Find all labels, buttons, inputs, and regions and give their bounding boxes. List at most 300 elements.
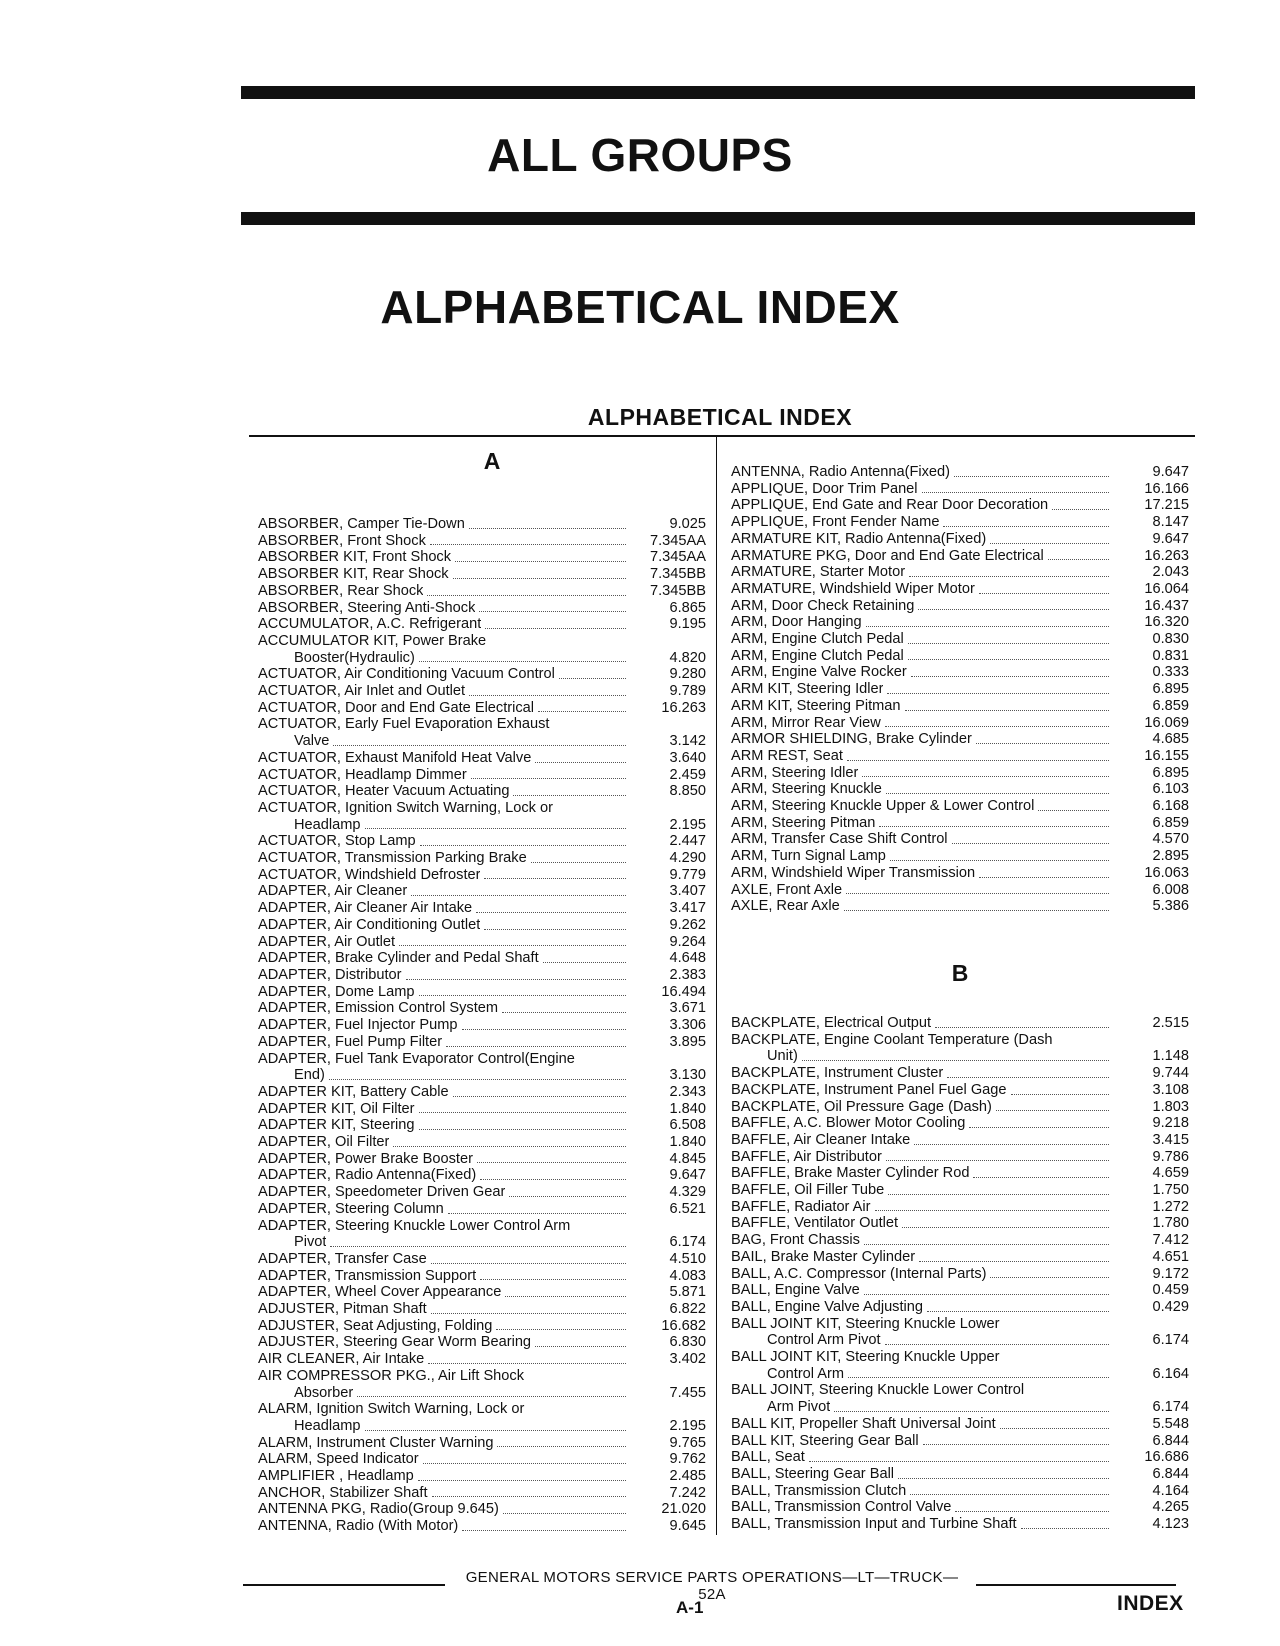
dot-leader <box>330 1246 626 1247</box>
entry-label: ABSORBER, Steering Anti-Shock <box>258 599 476 616</box>
entry-label: ADAPTER, Oil Filter <box>258 1134 390 1151</box>
entry-group-number: 16.437 <box>1144 597 1189 614</box>
entry-group-number: 16.682 <box>661 1317 706 1334</box>
entry-group-number: 9.025 <box>669 516 706 532</box>
entry-group-number: 4.083 <box>669 1267 706 1284</box>
entry-group-number: 3.142 <box>669 733 706 750</box>
entry-group-number: 6.844 <box>1152 1465 1189 1482</box>
index-entry <box>731 1416 1189 1433</box>
entry-label: ACTUATOR, Door and End Gate Electrical <box>258 699 535 716</box>
entry-label: BAFFLE, A.C. Blower Motor Cooling <box>731 1115 966 1132</box>
entry-label: ACCUMULATOR, A.C. Refrigerant <box>258 616 482 633</box>
index-entry <box>258 1401 706 1434</box>
entry-label: BAFFLE, Brake Master Cylinder Rod <box>731 1165 970 1182</box>
entry-label: BALL JOINT KIT, Steering Knuckle Upper <box>731 1349 1000 1366</box>
entry-group-number: 6.822 <box>669 1301 706 1318</box>
entry-label: ACTUATOR, Ignition Switch Warning, Lock or <box>258 799 553 816</box>
entry-label: ADAPTER KIT, Battery Cable <box>258 1083 449 1100</box>
dot-leader <box>890 860 1109 861</box>
entry-label: BALL, Transmission Clutch <box>731 1482 907 1499</box>
entry-group-number: 3.417 <box>669 900 706 917</box>
dot-leader <box>927 1311 1109 1312</box>
entry-group-number: 2.383 <box>669 966 706 983</box>
entry-group-number: 4.659 <box>1152 1165 1189 1182</box>
index-entry <box>258 1151 706 1168</box>
dot-leader <box>485 628 626 629</box>
entry-group-number: 1.780 <box>1152 1215 1189 1232</box>
entry-group-number: 2.447 <box>669 833 706 850</box>
index-entry <box>731 748 1189 765</box>
dot-leader <box>513 795 626 796</box>
index-entry <box>258 917 706 934</box>
index-entry <box>731 1065 1189 1082</box>
entry-label: ARM, Steering Pitman <box>731 814 876 831</box>
group-title: ALL GROUPS <box>487 129 793 181</box>
dot-leader <box>448 1213 626 1214</box>
entry-group-number: 9.779 <box>669 866 706 883</box>
entry-group-number: 0.831 <box>1152 647 1189 664</box>
index-entry <box>258 783 706 800</box>
index-entry <box>258 616 706 633</box>
dot-leader <box>990 543 1109 544</box>
dot-leader <box>844 910 1109 911</box>
index-entry <box>731 898 1189 915</box>
dot-leader <box>947 1077 1109 1078</box>
index-entry <box>258 950 706 967</box>
index-entry <box>731 497 1189 514</box>
index-entry <box>258 900 706 917</box>
entry-label: ABSORBER KIT, Rear Shock <box>258 566 449 583</box>
dot-leader <box>848 1377 1109 1378</box>
entry-label: ADAPTER, Fuel Pump Filter <box>258 1033 443 1050</box>
entry-label: ARM, Windshield Wiper Transmission <box>731 864 976 881</box>
dot-leader <box>476 912 626 913</box>
dot-leader <box>365 828 626 829</box>
dot-leader <box>908 659 1109 660</box>
entry-group-number: 1.803 <box>1152 1098 1189 1115</box>
index-entry <box>731 1199 1189 1216</box>
entry-group-number: 2.895 <box>1152 848 1189 865</box>
section-title: ALPHABETICAL INDEX <box>587 404 853 430</box>
index-entry <box>731 1082 1189 1099</box>
entry-label: ACTUATOR, Transmission Parking Brake <box>258 850 527 867</box>
entry-label: BAFFLE, Oil Filler Tube <box>731 1182 885 1199</box>
dot-leader <box>431 1263 626 1264</box>
entry-label-continued: Arm Pivot <box>767 1399 831 1416</box>
entry-label: BACKPLATE, Oil Pressure Gage (Dash) <box>731 1098 992 1115</box>
dot-leader <box>888 1194 1109 1195</box>
entry-label: ARM, Door Check Retaining <box>731 597 915 614</box>
index-entry <box>731 1466 1189 1483</box>
entry-group-number: 4.845 <box>669 1150 706 1167</box>
entry-group-number: 6.008 <box>1152 881 1189 898</box>
entry-label: ADJUSTER, Seat Adjusting, Folding <box>258 1317 493 1334</box>
dot-leader <box>453 1096 626 1097</box>
entry-group-number: 3.895 <box>669 1033 706 1050</box>
dot-leader <box>1052 509 1109 510</box>
entry-label: BALL JOINT KIT, Steering Knuckle Lower <box>731 1315 1000 1332</box>
entry-label: BAG, Front Chassis <box>731 1232 860 1249</box>
letter-heading-b: B <box>951 960 969 986</box>
dot-leader <box>329 1079 626 1080</box>
entry-group-number: 0.459 <box>1152 1282 1189 1299</box>
dot-leader <box>862 776 1109 777</box>
dot-leader <box>996 1110 1109 1111</box>
index-entry <box>731 698 1189 715</box>
index-entry <box>731 1149 1189 1166</box>
entry-group-number: 9.645 <box>669 1518 706 1535</box>
index-entry <box>258 1051 706 1084</box>
index-entry <box>731 1099 1189 1116</box>
right-column <box>731 464 1189 915</box>
entry-group-number: 4.164 <box>1152 1482 1189 1499</box>
entry-label: ADAPTER, Air Cleaner Air Intake <box>258 900 473 917</box>
dot-leader <box>952 843 1109 844</box>
entry-label: ARM, Steering Idler <box>731 764 859 781</box>
index-entry <box>731 481 1189 498</box>
dot-leader <box>453 578 626 579</box>
entry-group-number: 2.515 <box>1152 1015 1189 1031</box>
dot-leader <box>484 878 626 879</box>
index-entry <box>258 984 706 1001</box>
entry-label: ADAPTER, Air Conditioning Outlet <box>258 916 481 933</box>
entry-label: BAFFLE, Air Cleaner Intake <box>731 1131 911 1148</box>
entry-label: ADAPTER, Speedometer Driven Gear <box>258 1184 506 1201</box>
dot-leader <box>909 576 1109 577</box>
entry-label: ADAPTER KIT, Oil Filter <box>258 1100 415 1117</box>
entry-label: ABSORBER, Front Shock <box>258 532 426 549</box>
dot-leader <box>864 1294 1109 1295</box>
entry-label: AMPLIFIER , Headlamp <box>258 1468 414 1485</box>
entry-label: BAFFLE, Ventilator Outlet <box>731 1215 899 1232</box>
right-entry-list-b <box>731 1015 1189 1533</box>
dot-leader <box>427 595 626 596</box>
index-entry <box>258 1518 706 1535</box>
entry-group-number: 21.020 <box>661 1501 706 1518</box>
index-entry <box>731 1015 1189 1032</box>
entry-group-number: 3.130 <box>669 1067 706 1084</box>
dot-leader <box>419 995 626 996</box>
entry-group-number: 7.345AA <box>650 532 706 549</box>
index-entry <box>258 533 706 550</box>
index-entry <box>258 600 706 617</box>
index-entry <box>731 815 1189 832</box>
index-entry <box>731 531 1189 548</box>
index-entry <box>731 1182 1189 1199</box>
index-entry <box>258 1167 706 1184</box>
entry-label: ALARM, Instrument Cluster Warning <box>258 1434 494 1451</box>
dot-leader <box>886 1160 1109 1161</box>
dot-leader <box>979 593 1109 594</box>
entry-label-continued: Unit) <box>767 1048 798 1065</box>
entry-group-number: 7.412 <box>1152 1232 1189 1249</box>
entry-group-number: 16.069 <box>1144 714 1189 731</box>
entry-label: AXLE, Rear Axle <box>731 898 840 915</box>
dot-leader <box>430 544 626 545</box>
right-entry-list-a <box>731 464 1189 915</box>
entry-label: ACCUMULATOR KIT, Power Brake <box>258 632 487 649</box>
dot-leader <box>446 1046 626 1047</box>
entry-label-continued: Control Arm Pivot <box>767 1332 881 1349</box>
dot-leader <box>418 1480 626 1481</box>
entry-group-number: 7.455 <box>669 1384 706 1401</box>
entry-label: ADAPTER, Dome Lamp <box>258 983 415 1000</box>
dot-leader <box>954 476 1109 477</box>
index-entry <box>731 1449 1189 1466</box>
entry-label: ACTUATOR, Exhaust Manifold Heat Valve <box>258 749 532 766</box>
entry-label: ADAPTER, Transmission Support <box>258 1267 477 1284</box>
index-entry <box>731 731 1189 748</box>
dot-leader <box>503 1513 626 1514</box>
entry-label: ARM, Engine Valve Rocker <box>731 664 907 681</box>
dot-leader <box>535 1346 626 1347</box>
dot-leader <box>365 1430 626 1431</box>
dot-leader <box>543 962 626 963</box>
dot-leader <box>809 1461 1109 1462</box>
entry-label: BALL, Engine Valve <box>731 1282 860 1299</box>
entry-label: ADAPTER, Brake Cylinder and Pedal Shaft <box>258 950 539 967</box>
dot-leader <box>497 1446 626 1447</box>
index-entry <box>258 1435 706 1452</box>
entry-group-number: 6.164 <box>1152 1365 1189 1382</box>
entry-label-continued: Booster(Hydraulic) <box>294 649 415 666</box>
entry-group-number: 16.494 <box>661 983 706 1000</box>
entry-label: ARMATURE, Windshield Wiper Motor <box>731 580 975 597</box>
index-entry <box>258 833 706 850</box>
entry-label: AIR COMPRESSOR PKG., Air Lift Shock <box>258 1367 525 1384</box>
index-entry <box>731 614 1189 631</box>
entry-group-number: 7.345AA <box>650 549 706 566</box>
dot-leader <box>428 1363 626 1364</box>
left-entry-list <box>258 516 706 1535</box>
entry-group-number: 5.871 <box>669 1284 706 1301</box>
entry-group-number: 4.290 <box>669 850 706 867</box>
entry-group-number: 17.215 <box>1144 497 1189 514</box>
entry-group-number: 1.840 <box>669 1134 706 1151</box>
index-entry <box>731 1299 1189 1316</box>
index-entry <box>258 700 706 717</box>
entry-group-number: 6.174 <box>669 1234 706 1251</box>
index-entry <box>731 715 1189 732</box>
entry-label: ADJUSTER, Steering Gear Worm Bearing <box>258 1334 532 1351</box>
index-entry <box>258 1201 706 1218</box>
dot-leader <box>1021 1528 1109 1529</box>
dot-leader <box>420 845 626 846</box>
entry-label: ADAPTER, Fuel Tank Evaporator Control(Engine <box>258 1050 575 1067</box>
entry-label: ABSORBER KIT, Front Shock <box>258 549 452 566</box>
entry-group-number: 4.123 <box>1152 1516 1189 1533</box>
index-entry <box>731 765 1189 782</box>
entry-label: ARM KIT, Steering Pitman <box>731 697 901 714</box>
index-entry <box>731 1032 1189 1065</box>
entry-label: ADAPTER, Steering Column <box>258 1200 444 1217</box>
dot-leader <box>535 762 626 763</box>
entry-label: BAFFLE, Radiator Air <box>731 1198 871 1215</box>
entry-group-number: 9.280 <box>669 666 706 683</box>
entry-group-number: 2.485 <box>669 1468 706 1485</box>
footer-rule-left <box>243 1584 445 1586</box>
entry-group-number: 6.830 <box>669 1334 706 1351</box>
entry-label: ACTUATOR, Air Inlet and Outlet <box>258 683 466 700</box>
entry-label: ADAPTER, Radio Antenna(Fixed) <box>258 1167 477 1184</box>
dot-leader <box>887 693 1109 694</box>
index-entry <box>731 1215 1189 1232</box>
entry-group-number: 9.195 <box>669 616 706 633</box>
index-entry <box>258 1334 706 1351</box>
index-entry <box>258 750 706 767</box>
entry-group-number: 2.459 <box>669 766 706 783</box>
dot-leader <box>480 1179 626 1180</box>
dot-leader <box>1011 1094 1109 1095</box>
entry-label: ARM, Turn Signal Lamp <box>731 848 886 865</box>
entry-group-number: 4.510 <box>669 1250 706 1267</box>
index-entry <box>258 867 706 884</box>
entry-label: AXLE, Front Axle <box>731 881 843 898</box>
entry-group-number: 6.859 <box>1152 814 1189 831</box>
dot-leader <box>911 676 1109 677</box>
entry-group-number: 9.264 <box>669 933 706 950</box>
dot-leader <box>419 661 626 662</box>
index-entry <box>258 934 706 951</box>
entry-group-number: 2.343 <box>669 1083 706 1100</box>
dot-leader <box>864 1244 1109 1245</box>
entry-label: ADAPTER, Air Outlet <box>258 933 396 950</box>
index-entry <box>731 848 1189 865</box>
entry-group-number: 6.168 <box>1152 798 1189 815</box>
dot-leader <box>406 979 626 980</box>
dot-leader <box>886 793 1109 794</box>
entry-group-number: 8.850 <box>669 783 706 800</box>
dot-leader <box>455 561 626 562</box>
index-entry <box>731 1232 1189 1249</box>
entry-group-number: 6.521 <box>669 1200 706 1217</box>
entry-group-number: 16.064 <box>1144 580 1189 597</box>
entry-group-number: 4.570 <box>1152 831 1189 848</box>
index-entry <box>258 1117 706 1134</box>
section-tag: INDEX <box>1117 1592 1184 1615</box>
dot-leader <box>471 778 626 779</box>
index-entry <box>258 683 706 700</box>
index-entry <box>258 1218 706 1251</box>
index-entry <box>731 831 1189 848</box>
dot-leader <box>955 1511 1109 1512</box>
entry-group-number: 1.272 <box>1152 1198 1189 1215</box>
entry-label: ALARM, Ignition Switch Warning, Lock or <box>258 1401 525 1418</box>
dot-leader <box>902 1227 1109 1228</box>
entry-group-number: 16.166 <box>1144 480 1189 497</box>
entry-group-number: 2.195 <box>669 816 706 833</box>
index-entry <box>258 883 706 900</box>
top-rule <box>241 86 1195 99</box>
dot-leader <box>990 1277 1109 1278</box>
index-entry <box>258 1501 706 1518</box>
entry-group-number: 9.789 <box>669 683 706 700</box>
dot-leader <box>393 1146 626 1147</box>
dot-leader <box>866 626 1109 627</box>
index-entry <box>731 564 1189 581</box>
index-entry <box>258 1368 706 1401</box>
entry-group-number: 1.148 <box>1152 1048 1189 1065</box>
dot-leader <box>923 1444 1109 1445</box>
entry-group-number: 1.750 <box>1152 1182 1189 1199</box>
dot-leader <box>496 1329 626 1330</box>
dot-leader <box>509 1196 626 1197</box>
index-entry <box>731 1266 1189 1283</box>
entry-label: BALL, Transmission Input and Turbine Shaft <box>731 1516 1017 1533</box>
entry-group-number: 9.762 <box>669 1451 706 1468</box>
entry-label: ACTUATOR, Heater Vacuum Actuating <box>258 783 510 800</box>
entry-label: BAFFLE, Air Distributor <box>731 1148 882 1165</box>
entry-group-number: 16.063 <box>1144 864 1189 881</box>
entry-label: BALL KIT, Propeller Shaft Universal Joint <box>731 1415 996 1432</box>
index-entry <box>258 800 706 833</box>
entry-label: ARM, Engine Clutch Pedal <box>731 647 904 664</box>
column-divider <box>716 437 717 1535</box>
entry-label: ADAPTER, Transfer Case <box>258 1250 427 1267</box>
entry-label: AIR CLEANER, Air Intake <box>258 1351 425 1368</box>
dot-leader <box>531 862 626 863</box>
entry-group-number: 6.865 <box>669 599 706 616</box>
entry-group-number: 6.103 <box>1152 781 1189 798</box>
entry-label: ABSORBER, Camper Tie-Down <box>258 516 465 532</box>
entry-label: ACTUATOR, Windshield Defroster <box>258 866 481 883</box>
index-entry <box>258 850 706 867</box>
dot-leader <box>423 1463 626 1464</box>
entry-group-number: 6.174 <box>1152 1399 1189 1416</box>
entry-group-number: 16.263 <box>1144 547 1189 564</box>
dot-leader <box>469 695 626 696</box>
entry-label: APPLIQUE, End Gate and Rear Door Decoration <box>731 497 1049 514</box>
entry-group-number: 3.640 <box>669 749 706 766</box>
entry-label-continued: Absorber <box>294 1384 354 1401</box>
entry-label: ADAPTER, Distributor <box>258 966 402 983</box>
dot-leader <box>922 492 1109 493</box>
entry-label: ARMATURE PKG, Door and End Gate Electrical <box>731 547 1044 564</box>
dot-leader <box>480 1279 626 1280</box>
entry-label: BALL, Engine Valve Adjusting <box>731 1298 924 1315</box>
dot-leader <box>846 893 1109 894</box>
entry-label: BALL, Steering Gear Ball <box>731 1465 895 1482</box>
entry-group-number: 9.744 <box>1152 1065 1189 1082</box>
entry-label: ARM, Door Hanging <box>731 614 862 631</box>
index-entry <box>258 1251 706 1268</box>
entry-group-number: 2.043 <box>1152 564 1189 581</box>
index-entry <box>731 681 1189 698</box>
dot-leader <box>885 726 1109 727</box>
entry-group-number: 3.402 <box>669 1351 706 1368</box>
index-title: ALPHABETICAL INDEX <box>380 281 900 333</box>
index-entry <box>731 1516 1189 1533</box>
dot-leader <box>905 710 1109 711</box>
index-entry <box>258 1034 706 1051</box>
index-entry <box>731 648 1189 665</box>
entry-label-continued: Headlamp <box>294 816 361 833</box>
index-entry <box>258 1000 706 1017</box>
dot-leader <box>879 826 1109 827</box>
index-entry <box>731 631 1189 648</box>
entry-group-number: 9.262 <box>669 916 706 933</box>
entry-group-number: 6.895 <box>1152 764 1189 781</box>
dot-leader <box>898 1478 1109 1479</box>
entry-group-number: 6.895 <box>1152 681 1189 698</box>
dot-leader <box>979 877 1109 878</box>
entry-label: ARM REST, Seat <box>731 747 843 764</box>
entry-group-number: 9.647 <box>669 1167 706 1184</box>
entry-label: BALL, A.C. Compressor (Internal Parts) <box>731 1265 987 1282</box>
dot-leader <box>969 1127 1109 1128</box>
dot-leader <box>1000 1428 1109 1429</box>
index-entry <box>731 464 1189 481</box>
